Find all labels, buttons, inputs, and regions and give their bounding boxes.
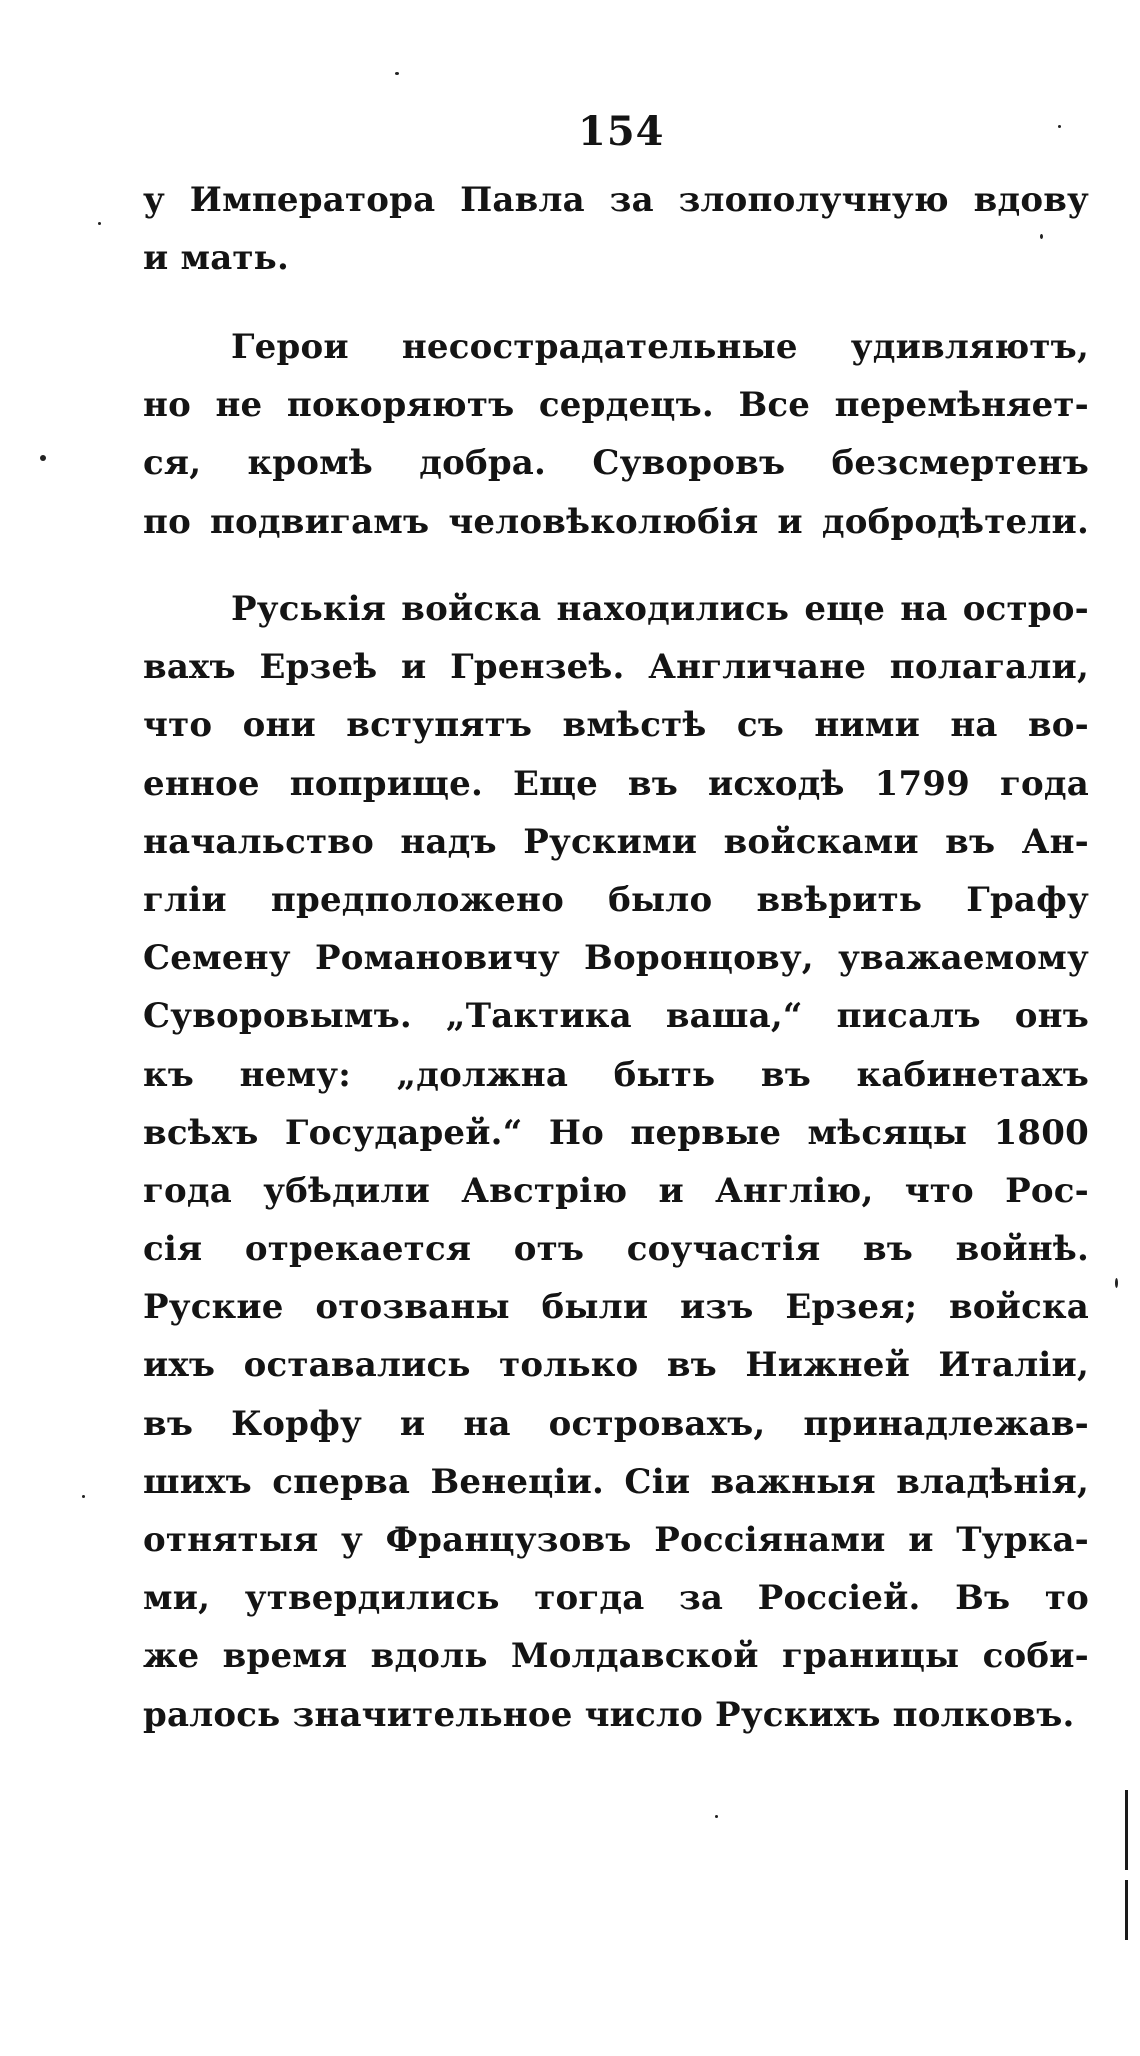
paragraph-1 <box>143 171 1089 287</box>
text-line: ся, кромѣ добра. Суворовъ безсмертенъ <box>143 443 1089 484</box>
text-line: начальство надъ Рускими войсками въ Ан- <box>143 821 1089 862</box>
text-line: у Императора Павла за злополучную вдову <box>143 180 1089 220</box>
page-number: 154 <box>578 108 665 155</box>
margin-rule <box>1125 1880 1128 1940</box>
text-line: Герои несострадательные удивляютъ, <box>231 327 1089 367</box>
text-line: Руские отозваны были изъ Ерзея; войска <box>143 1287 1089 1328</box>
text-line: же время вдоль Молдавской границы соби- <box>143 1636 1089 1677</box>
text-line: ми, утвердились тогда за Россіей. Въ то <box>143 1578 1089 1619</box>
scan-speck <box>40 455 46 461</box>
text-line: Руськія войска находились еще на остро- <box>231 589 1089 629</box>
text-line: шихъ сперва Венеціи. Сіи важныя владѣнія, <box>143 1461 1089 1502</box>
scan-speck <box>1040 234 1043 239</box>
text-line: енное поприще. Еще въ исходѣ 1799 года <box>143 763 1089 804</box>
scan-speck <box>82 1495 85 1498</box>
text-line: что они вступятъ вмѣстѣ съ ними на во- <box>143 705 1089 746</box>
scan-speck <box>395 72 399 75</box>
text-line: отнятыя у Французовъ Россіянами и Турка- <box>143 1520 1089 1560</box>
text-line: но не покоряютъ сердецъ. Все перемѣняет- <box>143 385 1089 426</box>
text-line: ихъ оставались только въ Нижней Италіи, <box>143 1345 1089 1386</box>
text-line: Суворовымъ. „Тактика ваша,“ писалъ онъ <box>143 996 1089 1037</box>
text-line: по подвигамъ человѣколюбія и добродѣтели. <box>143 501 1089 542</box>
text-line: въ Корфу и на островахъ, принадлежав- <box>143 1403 1089 1444</box>
scan-speck <box>1115 1278 1118 1288</box>
text-line: и мать. <box>143 238 289 279</box>
text-line: Семену Романовичу Воронцову, уважаемому <box>143 938 1089 979</box>
text-line: сія отрекается отъ соучастія въ войнѣ. <box>143 1229 1089 1270</box>
text-line: всѣхъ Государей.“ Но первые мѣсяцы 1800 <box>143 1112 1089 1153</box>
text-line: къ нему: „должна быть въ кабинетахъ <box>143 1054 1089 1095</box>
margin-rule <box>1125 1790 1128 1870</box>
scan-speck <box>98 222 101 225</box>
text-line: ралось значительное число Рускихъ полковъ. <box>143 1694 1075 1735</box>
paragraph-2 <box>143 318 1089 551</box>
paragraph-3 <box>143 580 1089 1744</box>
text-line: гліи предположено было ввѣрить Графу <box>143 879 1089 920</box>
text-line: года убѣдили Австрію и Англію, что Рос- <box>143 1170 1089 1211</box>
scan-speck <box>1058 125 1061 128</box>
text-line: вахъ Ерзеѣ и Грензеѣ. Англичане полагали, <box>143 647 1089 688</box>
scan-speck <box>715 1815 718 1818</box>
